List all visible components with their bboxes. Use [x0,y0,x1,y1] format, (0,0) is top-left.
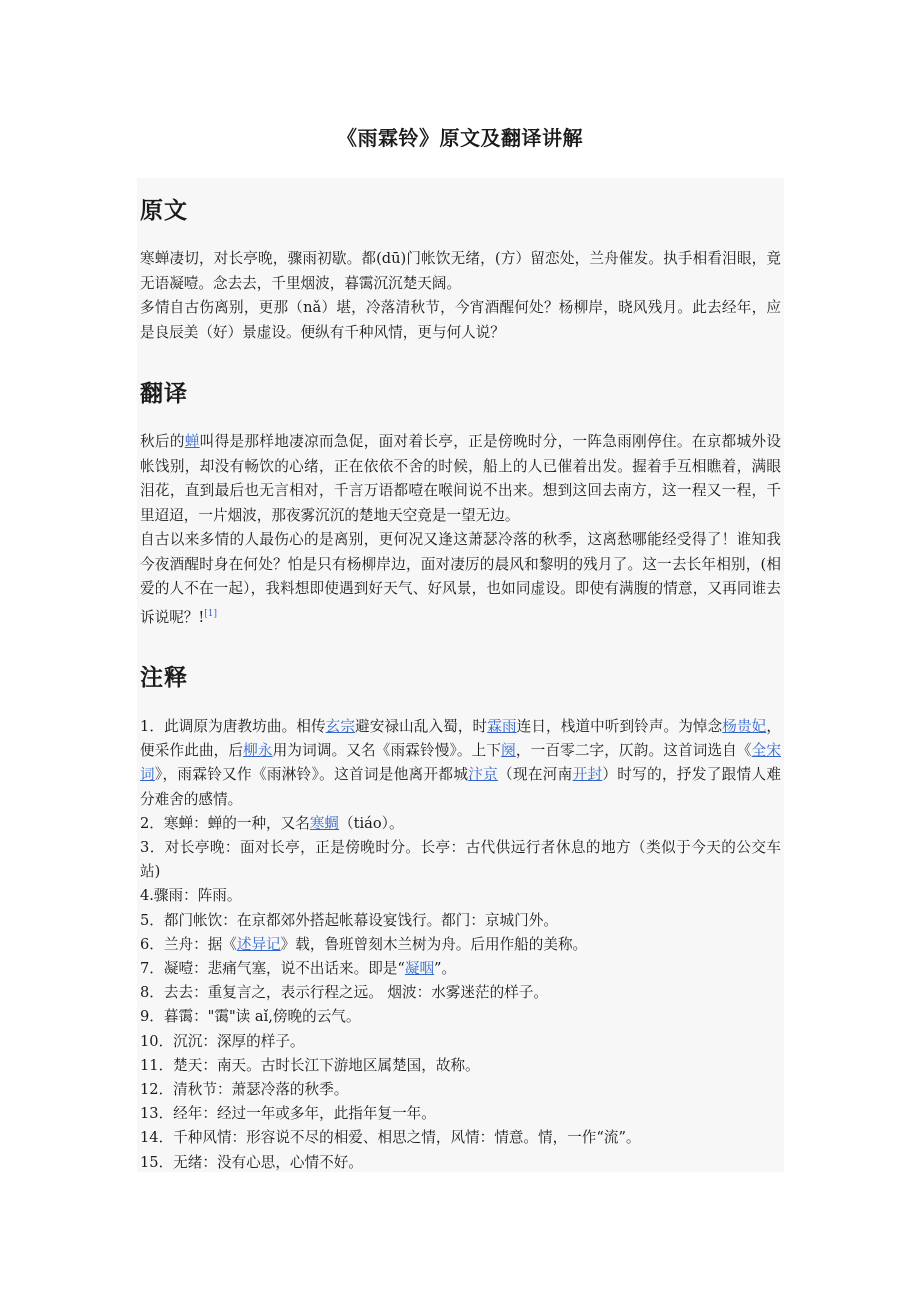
link-shuyiji[interactable]: 述异记 [236,935,281,953]
link-yang-guifei[interactable]: 杨贵妃 [722,718,767,735]
reference-link[interactable]: [1] [204,608,217,619]
link-xuanzong[interactable]: 玄宗 [325,718,356,735]
notes-section [140,659,781,1172]
original-heading: 原文 [140,198,188,224]
note-14: 14．千种风情：形容说不尽的相爱、相思之情，风情：情意。情，一作“流”。 [140,1129,641,1147]
original-text-section [140,192,781,345]
original-body [140,247,781,345]
link-linyu[interactable]: 霖雨 [487,718,517,735]
note-3: 3．对长亭晚：面对长亭，正是傍晚时分。长亭：古代供远行者休息的地方（类似于今天的公交车站) [140,839,781,881]
document-title: 《雨霖铃》原文及翻译讲解 [337,126,583,150]
note-7: 7．凝噎：悲痛气塞，说不出话来。即是“凝咽”。 [140,960,457,978]
note-12: 12．清秋节：萧瑟冷落的秋季。 [140,1081,349,1099]
link-bianjing[interactable]: 汴京 [468,766,499,784]
note-10: 10．沉沉：深厚的样子。 [140,1032,305,1050]
notes-body [140,715,781,1172]
translation-heading: 翻译 [140,381,188,407]
note-9: 9．暮霭："霭"读 aǐ,傍晚的云气。 [140,1008,361,1026]
note-6: 6．兰舟：据《述异记》载，鲁班曾刻木兰树为舟。后用作船的美称。 [140,935,588,953]
note-4: 4.骤雨：阵雨。 [140,887,242,905]
link-liu-yong[interactable]: 柳永 [243,742,273,760]
note-5: 5．都门帐饮：在京都郊外搭起帐幕设宴饯行。都门：京城门外。 [140,911,558,929]
translation-body [140,430,781,630]
link-ningyan[interactable]: 凝咽 [404,960,435,978]
link-quan-song-ci[interactable]: 全宋词 [140,742,781,784]
translation-paragraph-2: 自古以来多情的人最伤心的是离别，更何况又逢这萧瑟冷落的秋季，这离愁哪能经受得了！谁知我今夜酒醒时身在何处？怕是只有杨柳岸边，面对凄厉的晨风和黎明的残月了。这一去长年相别，(相爱的人不在一起），我料想即使遇到好天气、好风景，也如同虚设。即使有满腹的情意，又再同谁去诉说呢？![1] [140,531,781,626]
note-13: 13．经年：经过一年或多年，此指年复一年。 [140,1105,436,1123]
note-15: 15．无绪：没有心思，心情不好。 [140,1153,363,1171]
original-paragraph-1: 寒蝉凄切，对长亭晚，骤雨初歇。都(dū)门帐饮无绪，(方）留恋处，兰舟催发。执手相看泪眼，竟无语凝噎。念去去，千里烟波，暮霭沉沉楚天阔。 [140,250,781,292]
note-8: 8．去去：重复言之，表示行程之远。 烟波：水雾迷茫的样子。 [140,984,548,1002]
note-11: 11．楚天：南天。古时长江下游地区属楚国，故称。 [140,1056,480,1074]
link-cicada[interactable]: 蝉 [184,433,200,450]
link-kaifeng[interactable]: 开封 [572,766,603,784]
notes-heading: 注释 [140,665,188,691]
original-paragraph-2: 多情自古伤离别，更那（nǎ）堪，冷落清秋节，今宵酒醒何处？杨柳岸，晓风残月。此去经年，应是良辰美（好）景虚设。便纵有千种风情，更与何人说？ [140,299,781,341]
translation-section [140,375,781,630]
content-panel [137,178,784,1172]
link-hantiao[interactable]: 寒蜩 [309,814,340,832]
link-que[interactable]: 阕 [501,742,516,760]
translation-paragraph-1: 秋后的蝉叫得是那样地凄凉而急促，面对着长亭，正是傍晚时分，一阵急雨刚停住。在京都城外设帐饯别，却没有畅饮的心绪，正在依依不舍的时候，船上的人已催着出发。握着手互相瞧着，满眼泪花，直到最后也无言相对，千言万语都噎在喉间说不出来。想到这回去南方，这一程又一程，千里迢迢，一片烟波，那夜雾沉沉的楚地天空竟是一望无边。 [140,433,781,524]
note-1: 1．此调原为唐教坊曲。相传玄宗避安禄山乱入蜀，时霖雨连日，栈道中听到铃声。为悼念杨贵妃，便采作此曲，后柳永用为词调。又名《雨霖铃慢》。上下阕，一百零二字，仄韵。这首词选自《全宋词》，雨霖铃又作《雨淋铃》。这首词是他离开都城汴京（现在河南开封）时写的，抒发了跟情人难分难舍的感情。 [140,718,781,808]
note-2: 2．寒蝉：蝉的一种，又名寒蜩（tiáo）。 [140,814,404,832]
